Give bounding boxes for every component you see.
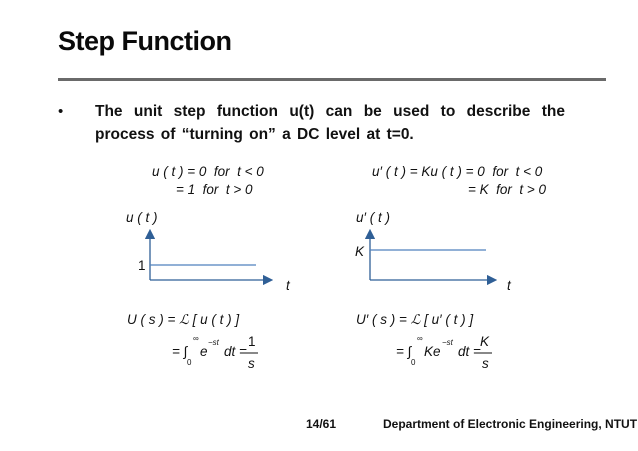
left-plot-ylabel: u ( t ) bbox=[126, 210, 158, 225]
left-definition-line1: u ( t ) = 0 for t < 0 bbox=[152, 164, 264, 179]
page-number: 14/61 bbox=[306, 417, 337, 431]
right-definition-line2: = K for t > 0 bbox=[468, 182, 547, 197]
left-laplace-body: e bbox=[200, 344, 208, 359]
right-laplace-line1: U′ ( s ) = ℒ [ u′ ( t ) ] bbox=[356, 312, 474, 327]
slide-title: Step Function bbox=[58, 26, 232, 56]
left-laplace-line1: U ( s ) = ℒ [ u ( t ) ] bbox=[127, 312, 240, 327]
left-fraction-numerator: 1 bbox=[248, 334, 256, 349]
left-level-label: 1 bbox=[138, 258, 146, 273]
left-laplace-lower: 0 bbox=[187, 358, 192, 367]
right-fraction-numerator: K bbox=[480, 334, 490, 349]
left-laplace-upper: ∞ bbox=[193, 334, 199, 343]
left-laplace-dt: dt = bbox=[224, 344, 247, 359]
left-plot-xlabel: t bbox=[286, 278, 290, 293]
right-laplace-body: Ke bbox=[424, 344, 441, 359]
footer-department: Department of Electronic Engineering, NTUT bbox=[383, 417, 638, 431]
right-plot-xlabel: t bbox=[507, 278, 511, 293]
bullet-icon: • bbox=[58, 103, 64, 120]
left-laplace-prefix: = ∫ bbox=[172, 344, 188, 359]
left-laplace-exponent: −st bbox=[208, 338, 219, 347]
bullet-text: The unit step function u(t) can be used to describe the process of “turning on” a DC level at t=0. bbox=[95, 103, 565, 143]
right-laplace-upper: ∞ bbox=[417, 334, 423, 343]
right-laplace-prefix: = ∫ bbox=[396, 344, 412, 359]
right-definition-line1: u′ ( t ) = Ku ( t ) = 0 for t < 0 bbox=[372, 164, 543, 179]
right-plot-ylabel: u′ ( t ) bbox=[356, 210, 391, 225]
right-fraction-denominator: s bbox=[482, 356, 489, 371]
left-definition-line2: = 1 for t > 0 bbox=[176, 182, 253, 197]
left-fraction-denominator: s bbox=[248, 356, 255, 371]
right-laplace-dt: dt = bbox=[458, 344, 481, 359]
right-laplace-exponent: −st bbox=[442, 338, 453, 347]
right-level-label: K bbox=[355, 244, 365, 259]
right-laplace-lower: 0 bbox=[411, 358, 416, 367]
